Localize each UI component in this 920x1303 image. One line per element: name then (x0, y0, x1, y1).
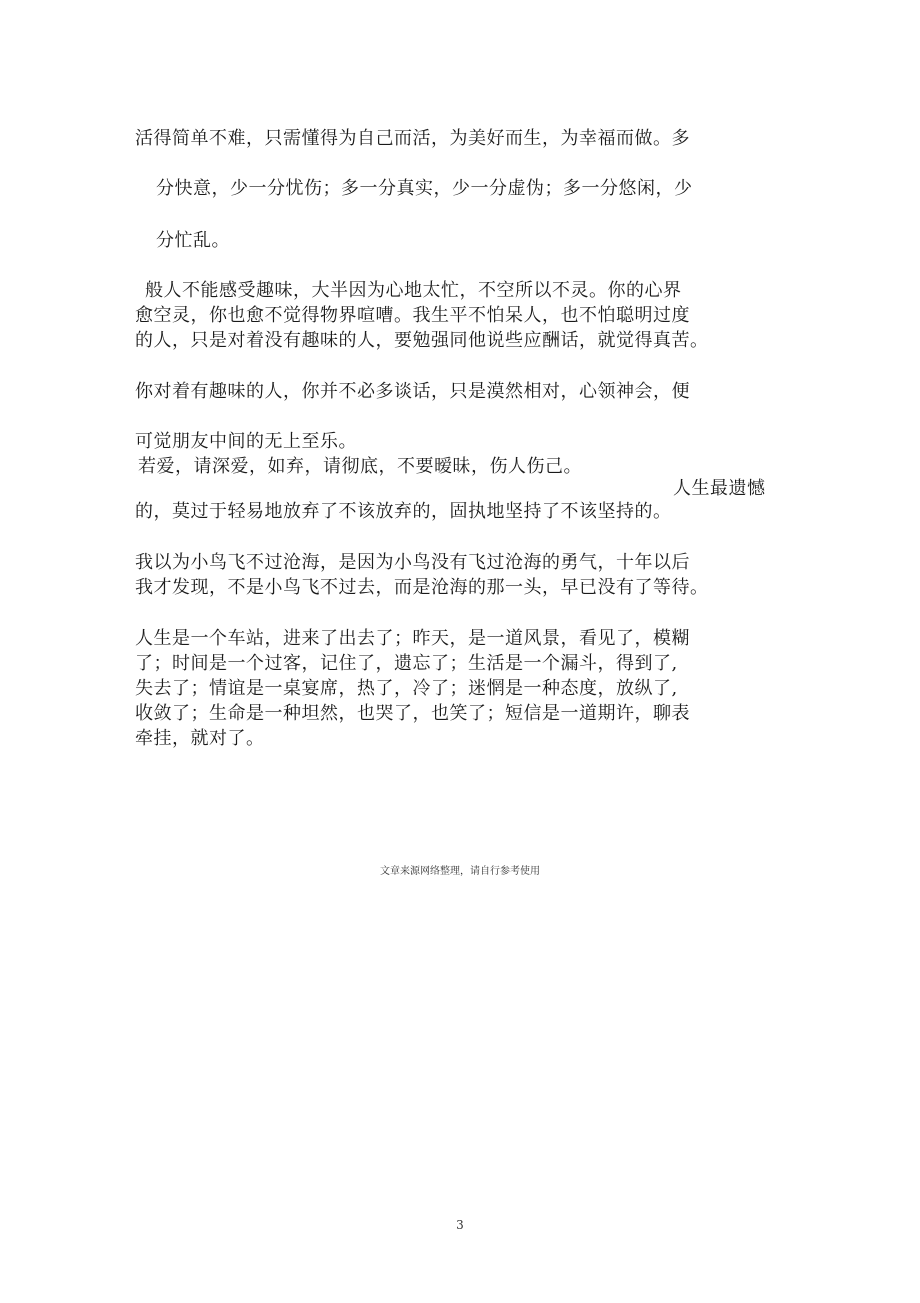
text-line: 你对着有趣味的人，你并不必多谈话，只是漠然相对，心领神会，便 (135, 381, 690, 402)
text-line: 分忙乱。 (156, 230, 230, 251)
text-line: 愈空灵，你也愈不觉得物界喧嘈。我生平不怕呆人，也不怕聪明过度 (135, 305, 690, 326)
text-line: 我以为小鸟飞不过沧海，是因为小鸟没有飞过沧海的勇气，十年以后 (135, 552, 690, 573)
text-line: 的，莫过于轻易地放弃了不该放弃的，固执地坚持了不该坚持的。 (135, 501, 672, 522)
text-line: 收敛了；生命是一种坦然，也哭了，也笑了；短信是一道期许，聊表 (135, 703, 690, 724)
source-note: 文章来源网络整理，请自行参考使用 (380, 866, 540, 877)
text-line: 牵挂，就对了。 (135, 728, 265, 749)
text-line: 活得简单不难，只需懂得为自己而活，为美好而生，为幸福而做。多 (135, 128, 690, 149)
text-line: 若爱，请深爱，如弃，请彻底，不要暧昧，伤人伤己。 (138, 456, 582, 477)
text-line: 失去了；情谊是一桌宴席，热了，冷了；迷惘是一种态度，放纵了, (135, 678, 678, 699)
text-line: 了；时间是一个过客，记住了，遗忘了；生活是一个漏斗，得到了, (135, 653, 678, 674)
text-line: 的人，只是对着没有趣味的人，要勉强同他说些应酬话，就觉得真苦。 (135, 330, 709, 351)
text-line: 可觉朋友中间的无上至乐。 (135, 431, 357, 452)
text-line: 人生是一个车站，进来了出去了；昨天，是一道风景，看见了，模糊 (135, 628, 690, 649)
text-line: 般人不能感受趣味，大半因为心地太忙，不空所以不灵。你的心界 (145, 280, 682, 301)
page-number: 3 (456, 1218, 464, 1232)
text-line: 我才发现，不是小鸟飞不过去，而是沧海的那一头，早已没有了等待。 (135, 577, 709, 598)
text-line: 分快意，少一分忧伤；多一分真实，少一分虚伪；多一分悠闲，少 (156, 178, 693, 199)
text-line: 人生最遗憾 (673, 478, 766, 499)
